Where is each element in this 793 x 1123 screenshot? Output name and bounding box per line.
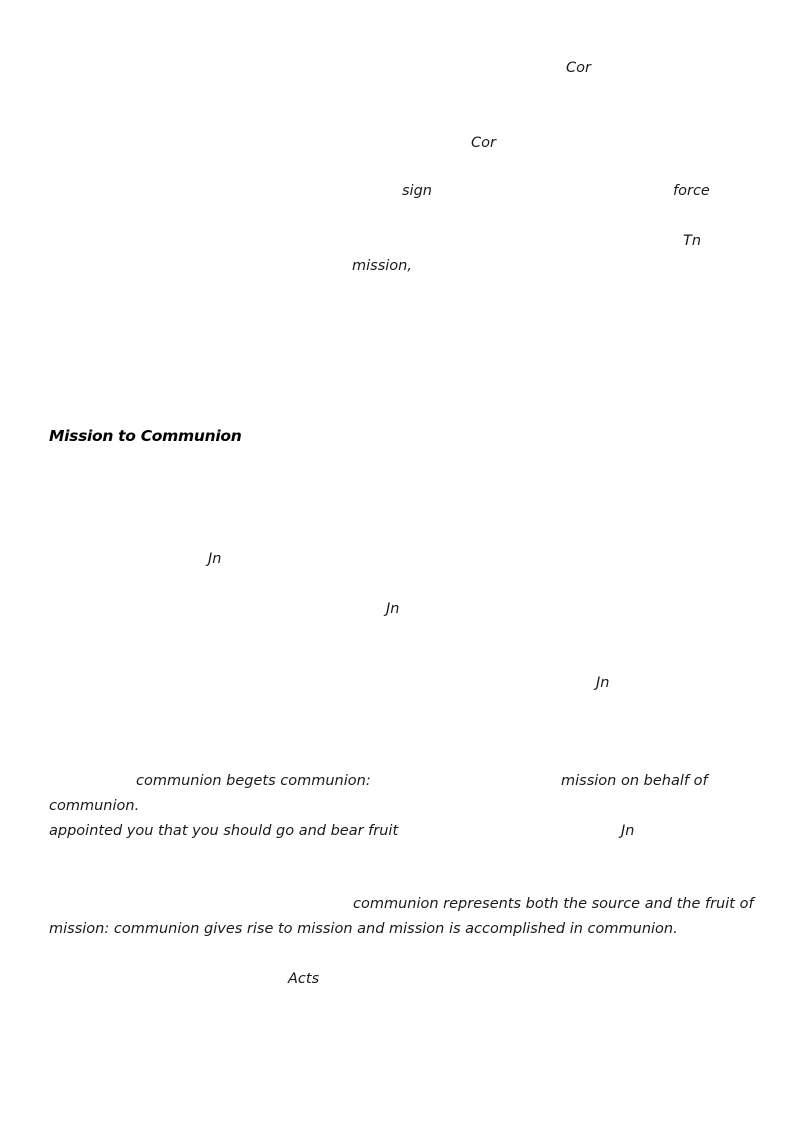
- section-heading: Mission to Communion: [49, 427, 242, 445]
- text-fragment-force: force: [673, 183, 710, 199]
- text-fragment-communion: communion.: [49, 798, 140, 814]
- scripture-ref-jn-3: Jn: [596, 675, 610, 691]
- text-fragment-communion-begets: communion begets communion:: [136, 773, 371, 789]
- text-fragment-sign: sign: [402, 183, 432, 199]
- scripture-ref-jn-2: Jn: [386, 601, 400, 617]
- scripture-ref-jn-4: Jn: [621, 823, 635, 839]
- scripture-ref-jn-1: Jn: [208, 551, 222, 567]
- scripture-ref-acts: Acts: [288, 971, 320, 987]
- text-fragment-mission-on-behalf: mission on behalf of: [561, 773, 708, 789]
- text-fragment-mission: mission,: [352, 258, 412, 274]
- text-fragment-appointed-you: appointed you that you should go and bear fruit: [49, 823, 399, 839]
- scripture-ref-cor-1: Cor: [566, 60, 591, 76]
- scripture-ref-tn: Tn: [683, 233, 702, 249]
- text-fragment-communion-represents: communion represents both the source and the fruit of: [353, 896, 754, 912]
- scripture-ref-cor-2: Cor: [471, 135, 496, 151]
- text-fragment-mission-gives-rise: mission: communion gives rise to mission and mission is accomplished in communion.: [49, 921, 678, 937]
